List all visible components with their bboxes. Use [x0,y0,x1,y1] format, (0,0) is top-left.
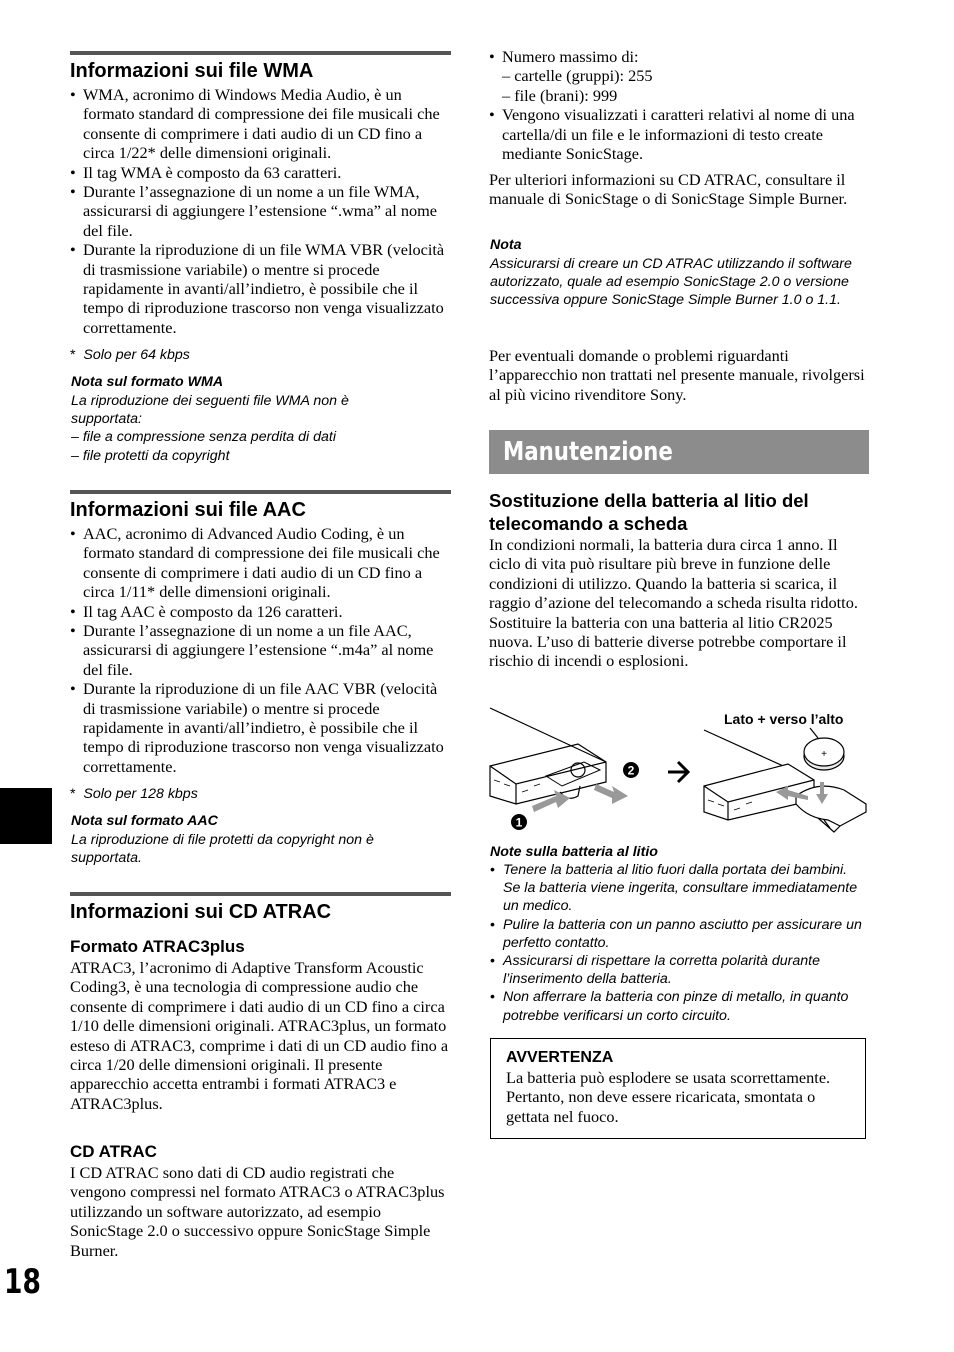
svg-text:2: 2 [627,763,635,778]
warning-title: AVVERTENZA [506,1049,614,1066]
section-rule [70,892,451,896]
subheading-atrac3plus: Formato ATRAC3plus [70,937,245,956]
more-info-paragraph: Per ulteriori informazioni su CD ATRAC, consultare il manuale di SonicStage o di SonicStage Simple Burner. [489,170,848,209]
chapter-tab [0,788,52,844]
aac-bullet-list [70,524,451,776]
list-item: • Non afferrare la batteria con pinze di metallo, in quanto potrebbe verificarsi un corto circuito. [490,988,868,1024]
battery-notes-title: Note sulla batteria al litio [490,844,658,860]
list-item: • Il tag WMA è composto da 63 caratteri. [70,163,451,182]
heading-atrac: Informazioni sui CD ATRAC [70,901,332,923]
warning-text: La batteria può esplodere se usata scorrettamente. Pertanto, non deve essere ricaricata, smontata o gettata nel fuoco. [506,1068,831,1126]
list-item: • Tenere la batteria al litio fuori dalla portata dei bambini. Se la batteria viene ingerita, consultare immediatamente un medico. [490,861,868,916]
atrac3plus-paragraph: ATRAC3, l’acronimo di Adaptive Transform Acoustic Coding3, è una tecnologia di compressione audio che consente di comprimere i dati audio di un CD fino a circa 1/10 delle dimensioni originali. ATRAC3plus, un formato esteso di ATRAC3, comprime i dati di un CD audio fino a circa 1/20 delle dimensioni originali. Il presente apparecchio accetta entrambi i formati ATRAC3 e ATRAC3plus. [70,958,449,1113]
atrac-bullet-list [489,47,869,163]
banner-title: Manutenzione [503,437,673,467]
remote-card-left-icon [490,708,606,804]
svg-text:+: + [821,749,827,760]
wma-note-title: Nota sul formato WMA [71,374,224,390]
heading-aac: Informazioni sui file AAC [70,499,306,521]
list-item: • Il tag AAC è composto da 126 caratteri. [70,602,451,621]
page-number: 18 [4,1262,41,1302]
list-item: • Assicurarsi di rispettare la corretta polarità durante l’inserimento della batteria. [490,952,868,988]
battery-replacement-figure [488,700,870,840]
battery-holder-icon [796,786,866,832]
list-item: • WMA, acronimo di Windows Media Audio, è un formato standard di compressione dei file musicali che consente di comprimere i dati audio di un CD fino a circa 1/22* delle dimensioni originali. [70,85,451,163]
step-2-icon [623,762,639,778]
aac-note-title: Nota sul formato AAC [71,813,218,829]
arrow-right-icon [668,762,688,782]
list-item: • Numero massimo di: – cartelle (gruppi): 255 – file (brani): 999 [489,47,869,105]
section-rule [70,490,451,494]
subheading-cd-atrac: CD ATRAC [70,1142,157,1161]
list-item: • AAC, acronimo di Advanced Audio Coding, è un formato standard di compressione dei file musicali che consente di comprimere i dati audio di un CD fino a circa 1/11* delle dimensioni originali. [70,524,451,602]
list-item: • Durante l’assegnazione di un nome a un file WMA, assicurarsi di aggiungere l’estensione “.wma” al nome del file. [70,182,451,240]
nota-title: Nota [490,237,522,253]
list-item: • Vengono visualizzati i caratteri relativi al nome di una cartella/di un file e le informazioni di testo create mediante SonicStage. [489,105,869,163]
battery-icon [804,728,844,770]
section-rule [70,51,451,55]
figure-label: Lato + verso l’alto [724,711,844,727]
list-item: • Pulire la batteria con un panno asciutto per assicurare un perfetto contatto. [490,916,868,952]
wma-footnote: * Solo per 64 kbps [70,347,190,363]
wma-note-body: La riproduzione dei seguenti file WMA non è supportata: – file a compressione senza perdita di dati – file protetti da copyright [71,393,349,464]
list-item: • Durante la riproduzione di un file AAC VBR (velocità di trasmissione variabile) o mentre si procede rapidamente in avanti/all’indietro, è possibile che il tempo di riproduzione trascorso non venga visualizzato correttamente. [70,679,451,776]
svg-text:1: 1 [515,815,523,830]
contact-paragraph: Per eventuali domande o problemi riguardanti l’apparecchio non trattati nel presente manuale, rivolgersi al più vicino rivenditore Sony. [489,346,865,404]
wma-bullet-list [70,85,451,337]
aac-footnote: * Solo per 128 kbps [70,786,198,802]
cd-atrac-paragraph: I CD ATRAC sono dati di CD audio registrati che vengono compressi nel formato ATRAC3 o ATRAC3plus utilizzando un software autorizzato, ad esempio SonicStage 2.0 o successivo oppure SonicStage Simple Burner. [70,1163,445,1260]
aac-note-body: La riproduzione di file protetti da copyright non è supportata. [71,832,374,867]
warning-box [490,1038,866,1139]
section-banner [489,430,869,474]
heading-wma: Informazioni sui file WMA [70,60,314,82]
nota-body: Assicurarsi di creare un CD ATRAC utilizzando il software autorizzato, quale ad esempio SonicStage 2.0 o versione successiva oppure SonicStage Simple Burner 1.0 o 1.1. [490,256,852,309]
list-item: • Durante l’assegnazione di un nome a un file AAC, assicurarsi di aggiungere l’estensione “.m4a” al nome del file. [70,621,451,679]
step-1-icon [511,814,527,830]
battery-heading: Sostituzione della batteria al litio del telecomando a scheda [489,490,809,534]
list-item: • Durante la riproduzione di un file WMA VBR (velocità di trasmissione variabile) o mentre si procede rapidamente in avanti/all’indietro, è possibile che il tempo di riproduzione trascorso non venga visualizzato correttamente. [70,240,451,337]
battery-paragraph: In condizioni normali, la batteria dura circa 1 anno. Il ciclo di vita può risultare più breve in funzione delle condizioni di utilizzo. Quando la batteria si scarica, il raggio d’azione del telecomando a scheda risulta ridotto. Sostituire la batteria con una batteria al litio CR2025 nuova. L’uso di batterie diverse potrebbe comportare il rischio di incendi o esplosioni. [489,535,858,671]
battery-notes-list [490,861,868,1025]
